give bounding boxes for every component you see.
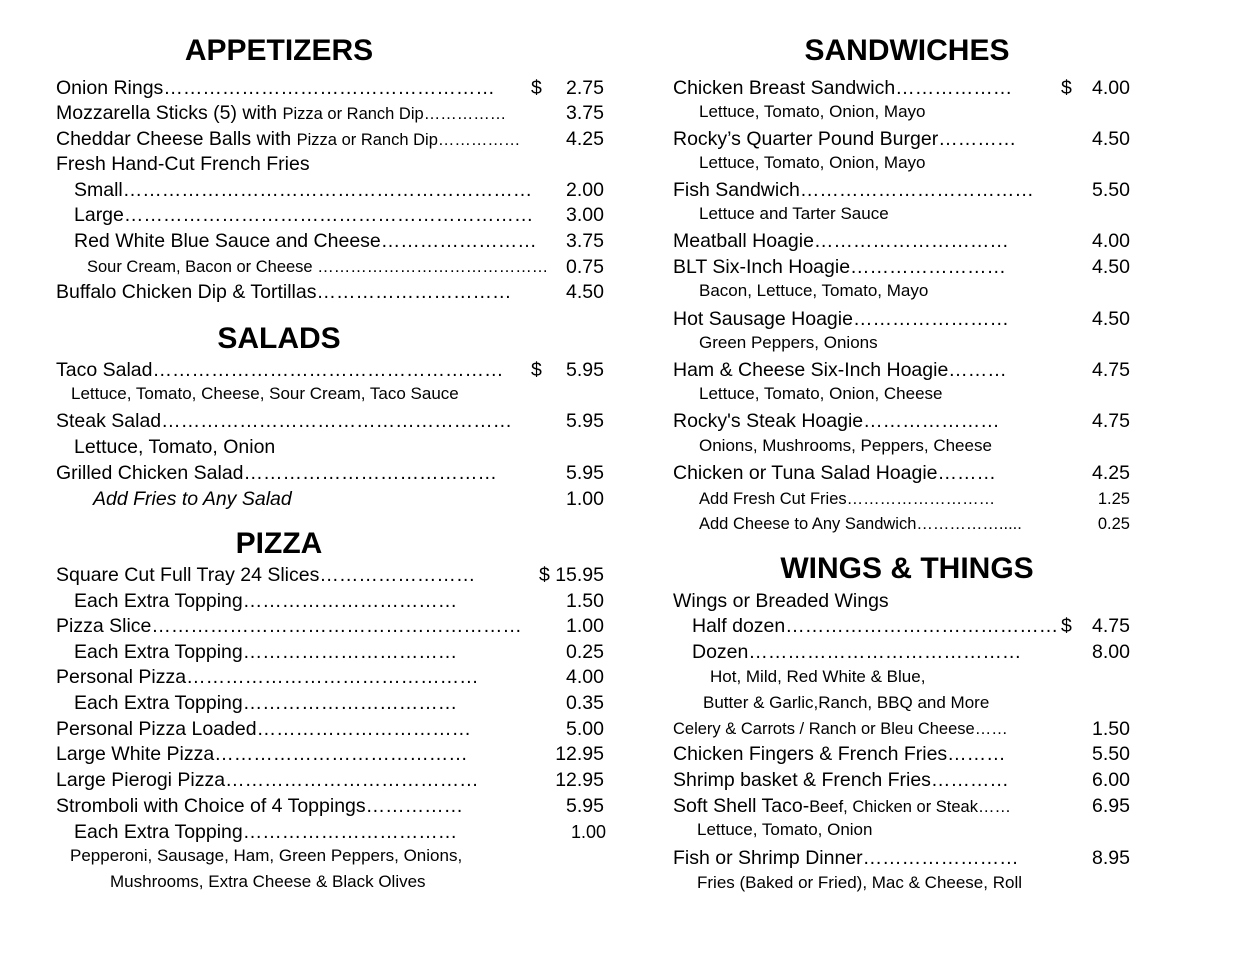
item-price: 5.95 bbox=[566, 359, 604, 381]
menu-item-shrimp-basket: Shrimp basket & French Fries………… 6.00 bbox=[673, 769, 1130, 791]
item-name: Red White Blue Sauce and Cheese bbox=[74, 230, 381, 252]
fries-header: Fresh Hand-Cut French Fries bbox=[56, 153, 310, 175]
item-price: 0.25 bbox=[1097, 515, 1130, 533]
item-price: 2.75 bbox=[566, 77, 604, 99]
item-name: Personal Pizza bbox=[56, 666, 187, 688]
item-name: Rocky's Steak Hoagie bbox=[673, 410, 864, 432]
item-description: Lettuce, Tomato, Onion, Mayo bbox=[699, 102, 926, 121]
menu-item-stromboli: Stromboli with Choice of 4 Toppings…………… 5.95 bbox=[56, 795, 604, 817]
menu-item-chicken-breast-sandwich: Chicken Breast Sandwich……………… $ 4.00 bbox=[673, 77, 1130, 99]
item-price: 4.50 bbox=[566, 281, 604, 303]
item-price: 12.95 bbox=[555, 743, 604, 765]
item-price: 8.95 bbox=[1092, 847, 1130, 869]
menu-item-steak-salad: Steak Salad……………………………………………… 5.95 bbox=[56, 410, 604, 432]
menu-item-ham-cheese-hoagie: Ham & Cheese Six-Inch Hoagie……… 4.75 bbox=[673, 359, 1130, 381]
item-price: 5.00 bbox=[566, 718, 604, 740]
menu-item-grilled-chicken-salad: Grilled Chicken Salad………………………………… 5.95 bbox=[56, 462, 604, 484]
item-price: 0.35 bbox=[566, 692, 604, 714]
item-name: Grilled Chicken Salad bbox=[56, 462, 244, 484]
item-name: Fish Sandwich bbox=[673, 179, 800, 201]
menu-item-extra-topping-slice: Each Extra Topping…………………………… 0.25 bbox=[74, 641, 604, 663]
pizza-title: PIZZA bbox=[235, 527, 323, 560]
menu-item-onion-rings: Onion Rings…………………………………………… $ 2.75 bbox=[56, 77, 604, 99]
menu-item-meatball-hoagie: Meatball Hoagie………………………… 4.00 bbox=[673, 230, 1130, 252]
item-description: Green Peppers, Onions bbox=[699, 333, 878, 352]
menu-item-fish-sandwich: Fish Sandwich……………………………… 5.50 bbox=[673, 179, 1130, 201]
menu-item-large-fries: Large……………………………………………………… 3.00 bbox=[74, 204, 604, 226]
item-price: 1.50 bbox=[1092, 718, 1130, 740]
sandwiches-title: SANDWICHES bbox=[804, 34, 1010, 67]
item-description: Fries (Baked or Fried), Mac & Cheese, Roll bbox=[697, 873, 1022, 892]
item-name: Half dozen bbox=[692, 615, 786, 637]
item-price: 6.95 bbox=[1092, 795, 1130, 817]
menu-item-chicken-fingers: Chicken Fingers & French Fries……… 5.50 bbox=[673, 743, 1130, 765]
item-price: 1.00 bbox=[566, 615, 604, 637]
menu-item-personal-pizza: Personal Pizza……………………………………… 4.00 bbox=[56, 666, 604, 688]
item-name: Each Extra Topping bbox=[74, 590, 243, 612]
item-price: 4.50 bbox=[1092, 308, 1130, 330]
wing-flavors-line-1: Hot, Mild, Red White & Blue, bbox=[710, 667, 926, 686]
item-price: 3.00 bbox=[566, 204, 604, 226]
item-description: Lettuce, Tomato, Onion bbox=[74, 436, 276, 458]
item-name: Chicken or Tuna Salad Hoagie bbox=[673, 462, 938, 484]
menu-item-dozen-wings: Dozen…………………………………… 8.00 bbox=[692, 641, 1130, 663]
item-price: 5.50 bbox=[1092, 179, 1130, 201]
item-name: Celery & Carrots / Ranch or Bleu Cheese bbox=[673, 720, 975, 738]
menu-item-small-fries: Small……………………………………………………… 2.00 bbox=[74, 179, 604, 201]
menu-item-extra-topping-tray: Each Extra Topping…………………………… 1.50 bbox=[74, 590, 604, 612]
item-price: $ 15.95 bbox=[538, 564, 604, 586]
menu-item-mozzarella-sticks: Mozzarella Sticks (5) with Pizza or Ranch Dip…………… 3.75 bbox=[56, 102, 604, 124]
menu-item-cheddar-balls: Cheddar Cheese Balls with Pizza or Ranch Dip…………… 4.25 bbox=[56, 128, 604, 150]
item-description: Lettuce, Tomato, Onion, Cheese bbox=[699, 384, 943, 403]
item-name: Chicken Fingers & French Fries bbox=[673, 743, 948, 765]
item-name: Add Fries to Any Salad bbox=[93, 488, 292, 510]
item-name: Taco Salad bbox=[56, 359, 153, 381]
menu-item-rwb-fries: Red White Blue Sauce and Cheese…………………… 3.75 bbox=[74, 230, 604, 252]
item-description: Onions, Mushrooms, Peppers, Cheese bbox=[699, 436, 992, 455]
item-price: 1.00 bbox=[570, 822, 606, 842]
dollar-sign: $ bbox=[1061, 77, 1072, 99]
wings-header: Wings or Breaded Wings bbox=[673, 590, 889, 612]
item-name: Shrimp basket & French Fries bbox=[673, 769, 931, 791]
wing-flavors-line-2: Butter & Garlic,Ranch, BBQ and More bbox=[703, 693, 990, 712]
menu-item-rocky-burger: Rocky’s Quarter Pound Burger………… 4.50 bbox=[673, 128, 1130, 150]
item-subtext: Beef, Chicken or Steak bbox=[809, 798, 978, 816]
item-description: Lettuce, Tomato, Cheese, Sour Cream, Taco Sauce bbox=[71, 384, 459, 403]
toppings-line-2: Mushrooms, Extra Cheese & Black Olives bbox=[110, 872, 426, 891]
item-name: Hot Sausage Hoagie bbox=[673, 308, 853, 330]
item-name: Steak Salad bbox=[56, 410, 162, 432]
menu-item-fish-shrimp-dinner: Fish or Shrimp Dinner…………………… 8.95 bbox=[673, 847, 1130, 869]
item-name: Each Extra Topping bbox=[74, 641, 243, 663]
menu-item-personal-loaded: Personal Pizza Loaded…………………………… 5.00 bbox=[56, 718, 604, 740]
menu-item-sour-cream: Sour Cream, Bacon or Cheese …………………………………… 0.75 bbox=[87, 256, 604, 278]
item-price: 12.95 bbox=[555, 769, 604, 791]
item-name: Personal Pizza Loaded bbox=[56, 718, 257, 740]
item-price: 4.75 bbox=[1092, 615, 1130, 637]
item-price: 1.25 bbox=[1097, 490, 1130, 508]
item-name: Square Cut Full Tray 24 Slices bbox=[56, 564, 320, 586]
item-price: 0.25 bbox=[566, 641, 604, 663]
item-price: 4.50 bbox=[1092, 256, 1130, 278]
item-price: 3.75 bbox=[566, 102, 604, 124]
menu-item-soft-shell-taco: Soft Shell Taco-Beef, Chicken or Steak…… 6.95 bbox=[673, 795, 1130, 817]
menu-item-celery-carrots: Celery & Carrots / Ranch or Bleu Cheese…… 1.50 bbox=[673, 718, 1130, 740]
menu-item-steak-hoagie: Rocky's Steak Hoagie………………… 4.75 bbox=[673, 410, 1130, 432]
toppings-line-1: Pepperoni, Sausage, Ham, Green Peppers, Onions, bbox=[70, 846, 463, 865]
item-name: Large Pierogi Pizza bbox=[56, 769, 226, 791]
item-price: 4.75 bbox=[1092, 410, 1130, 432]
item-name: Onion Rings bbox=[56, 77, 164, 99]
item-price: 4.25 bbox=[1092, 462, 1130, 484]
menu-item-large-pierogi: Large Pierogi Pizza………………………………… 12.95 bbox=[56, 769, 604, 791]
item-price: 4.50 bbox=[1092, 128, 1130, 150]
item-price: 4.00 bbox=[1092, 77, 1130, 99]
item-price: 2.00 bbox=[566, 179, 604, 201]
menu-item-blt-hoagie: BLT Six-Inch Hoagie…………………… 4.50 bbox=[673, 256, 1130, 278]
item-description: Bacon, Lettuce, Tomato, Mayo bbox=[699, 281, 929, 300]
menu-item-extra-topping-personal: Each Extra Topping…………………………… 0.35 bbox=[74, 692, 604, 714]
item-name: Sour Cream, Bacon or Cheese bbox=[87, 258, 318, 276]
dollar-sign: $ bbox=[531, 77, 542, 99]
item-name: Rocky’s Quarter Pound Burger bbox=[673, 128, 939, 150]
item-price: 1.50 bbox=[566, 590, 604, 612]
item-price: 5.95 bbox=[566, 462, 604, 484]
item-price: 4.25 bbox=[566, 128, 604, 150]
menu-item-taco-salad: Taco Salad……………………………………………… $ 5.95 bbox=[56, 359, 604, 381]
menu-item-extra-topping-stromboli: Each Extra Topping…………………………… 1.00 bbox=[74, 821, 606, 843]
item-name: BLT Six-Inch Hoagie bbox=[673, 256, 851, 278]
menu-item-tuna-hoagie: Chicken or Tuna Salad Hoagie……… 4.25 bbox=[673, 462, 1130, 484]
item-subtext: Pizza or Ranch Dip bbox=[282, 105, 424, 123]
item-price: 4.00 bbox=[1092, 230, 1130, 252]
dollar-sign: $ bbox=[531, 359, 542, 381]
dollar-sign: $ bbox=[1061, 615, 1072, 637]
item-price: 5.50 bbox=[1092, 743, 1130, 765]
item-price: 5.95 bbox=[566, 795, 604, 817]
appetizers-title: APPETIZERS bbox=[184, 34, 374, 67]
item-name: Chicken Breast Sandwich bbox=[673, 77, 896, 99]
item-name: Add Fresh Cut Fries bbox=[699, 490, 847, 508]
item-name: Mozzarella Sticks (5) with bbox=[56, 102, 283, 124]
item-name: Pizza Slice bbox=[56, 615, 152, 637]
item-subtext: Pizza or Ranch Dip bbox=[296, 131, 438, 149]
item-price: 1.00 bbox=[566, 488, 604, 510]
item-name: Each Extra Topping bbox=[74, 821, 243, 843]
item-name: Fish or Shrimp Dinner bbox=[673, 847, 863, 869]
item-description: Lettuce, Tomato, Onion, Mayo bbox=[699, 153, 926, 172]
item-name: Meatball Hoagie bbox=[673, 230, 814, 252]
item-name: Dozen bbox=[692, 641, 749, 663]
item-price: 4.75 bbox=[1092, 359, 1130, 381]
item-name: Large White Pizza bbox=[56, 743, 215, 765]
item-price: 6.00 bbox=[1092, 769, 1130, 791]
item-price: 5.95 bbox=[566, 410, 604, 432]
item-price: 4.00 bbox=[566, 666, 604, 688]
menu-item-add-fries-salad bbox=[56, 487, 612, 511]
menu-item-add-cheese: Add Cheese to Any Sandwich……………..... 0.25 bbox=[673, 512, 1141, 536]
menu-item-pizza-slice: Pizza Slice………………………………………………… 1.00 bbox=[56, 615, 604, 637]
menu-item-large-white: Large White Pizza………………………………… 12.95 bbox=[56, 743, 604, 765]
item-name: Stromboli with Choice of 4 Toppings bbox=[56, 795, 366, 817]
item-name: Soft Shell Taco- bbox=[673, 795, 810, 817]
wings-title: WINGS & THINGS bbox=[780, 552, 1034, 585]
item-price: 3.75 bbox=[566, 230, 604, 252]
menu-item-buffalo-dip: Buffalo Chicken Dip & Tortillas………………………… 4.50 bbox=[56, 281, 604, 303]
item-price: 0.75 bbox=[566, 256, 604, 278]
item-price: 8.00 bbox=[1092, 641, 1130, 663]
item-name: Add Cheese to Any Sandwich bbox=[699, 515, 917, 533]
salads-title: SALADS bbox=[217, 322, 341, 355]
item-name: Each Extra Topping bbox=[74, 692, 243, 714]
item-name: Buffalo Chicken Dip & Tortillas bbox=[56, 281, 317, 303]
menu-item-half-dozen-wings: Half dozen…………………………………… $ 4.75 bbox=[692, 615, 1130, 637]
menu-item-square-tray: Square Cut Full Tray 24 Slices…………………… $ 15.95 bbox=[56, 564, 604, 586]
item-description: Lettuce, Tomato, Onion bbox=[697, 820, 873, 839]
item-name: Small bbox=[74, 179, 123, 201]
item-description: Lettuce and Tarter Sauce bbox=[699, 204, 889, 223]
item-name: Large bbox=[74, 204, 124, 226]
item-name: Cheddar Cheese Balls with bbox=[56, 128, 297, 150]
menu-item-add-fries-sandwich: Add Fresh Cut Fries……………………… 1.25 bbox=[673, 487, 1141, 511]
menu-item-sausage-hoagie: Hot Sausage Hoagie…………………… 4.50 bbox=[673, 308, 1130, 330]
item-name: Ham & Cheese Six-Inch Hoagie bbox=[673, 359, 949, 381]
